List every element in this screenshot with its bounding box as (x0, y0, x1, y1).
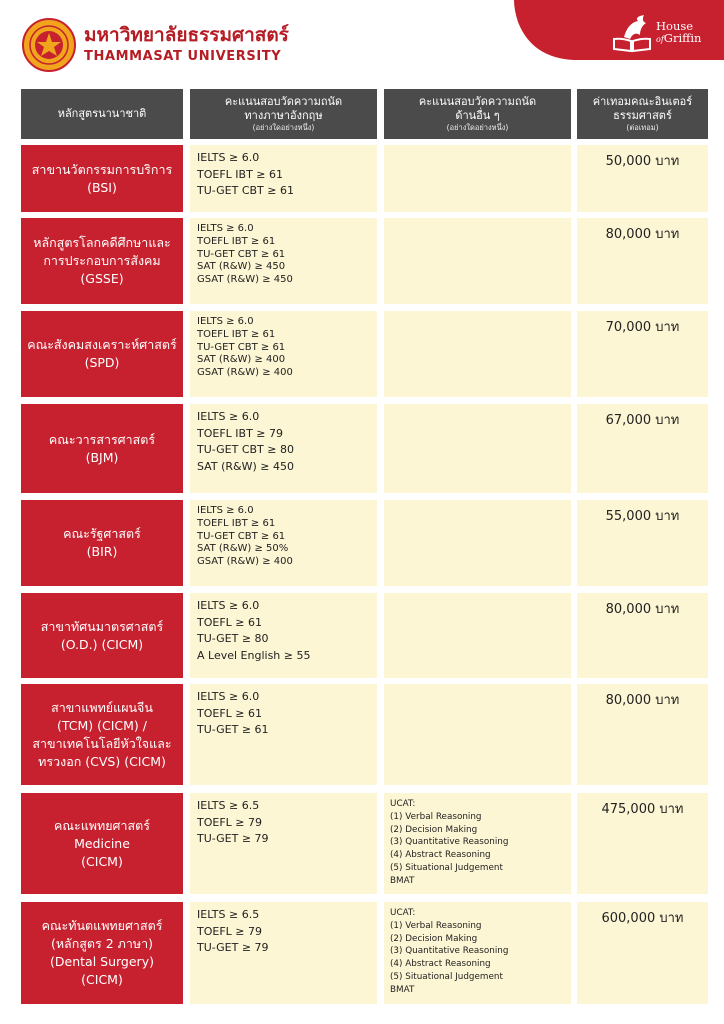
header-title: คะแนนสอบวัดความถนัด (418, 95, 537, 108)
header-other-test (384, 89, 571, 139)
english-cell-tcm-cvs (190, 684, 377, 785)
header-tuition (577, 89, 708, 139)
fee-cell-od (577, 593, 708, 678)
requirement-line: IELTS ≥ 6.0 (197, 505, 254, 516)
other-cell-dental (384, 902, 571, 1004)
requirement-line: TU-GET CBT ≥ 61 (197, 530, 286, 542)
requirement-line: IELTS ≥ 6.0 (197, 151, 260, 164)
requirement-line: IELTS ≥ 6.0 (197, 599, 260, 612)
requirement-line: TOEFL ≥ 79 (197, 924, 262, 938)
english-cell-bir (190, 500, 377, 586)
requirement-line: TU-GET ≥ 79 (197, 832, 269, 845)
program-cell-dental (21, 902, 183, 1004)
requirement-line: TOEFL ≥ 61 (197, 706, 262, 720)
english-cell-dental (190, 902, 377, 1004)
program-line: Medicine (74, 835, 130, 851)
program-line: คณะทันตแพทยศาสตร์ (41, 918, 163, 933)
program-cell-bjm (21, 404, 183, 493)
requirement-line: TU-GET CBT ≥ 80 (197, 443, 294, 456)
requirement-line: TU-GET ≥ 79 (197, 941, 269, 954)
other-cell-bsi (384, 145, 571, 212)
ucat-line: (3) Quantitative Reasoning (390, 837, 509, 848)
program-cell-spd (21, 311, 183, 397)
program-line: คณะสังคมสงเคราะห์ศาสตร์ (27, 337, 177, 352)
partner-line-2: Griffin (663, 31, 702, 45)
requirement-line: TOEFL ≥ 61 (197, 615, 262, 629)
program-line: (BIR) (86, 544, 118, 559)
english-cell-medicine (190, 793, 377, 894)
university-english-name: THAMMASAT UNIVERSITY (84, 49, 282, 64)
partner-line-of: of (656, 35, 664, 44)
program-line: หลักสูตรโลกคดีศึกษาและ (33, 235, 171, 250)
ucat-line: (2) Decision Making (390, 824, 478, 835)
requirement-line: TOEFL IBT ≥ 61 (197, 328, 276, 340)
program-line: สาขาทัศนมาตรศาสตร์ (40, 618, 164, 634)
requirement-line: SAT (R&W) ≥ 450 (197, 261, 286, 273)
requirement-line: IELTS ≥ 6.0 (197, 316, 254, 327)
program-line: (CICM) (81, 972, 123, 987)
ucat-line: (1) Verbal Reasoning (390, 811, 482, 822)
fee-cell-bjm (577, 404, 708, 493)
fee-value: 80,000 บาท (605, 693, 680, 708)
other-cell-medicine (384, 793, 571, 894)
header-title: หลักสูตรนานาชาติ (57, 107, 147, 120)
program-line: (CICM) (81, 853, 123, 869)
header-note: (ต่อเทอม) (626, 123, 659, 132)
program-line: ทรวงอก (CVS) (CICM) (38, 753, 166, 769)
fee-cell-dental (577, 902, 708, 1004)
fee-value: 70,000 บาท (605, 320, 680, 335)
header-note: (อย่างใดอย่างหนึ่ง) (446, 123, 509, 132)
requirement-line: TOEFL IBT ≥ 61 (197, 167, 283, 181)
fee-value: 600,000 บาท (601, 911, 684, 926)
thammasat-seal-icon (22, 18, 76, 72)
program-cell-gsse (21, 218, 183, 304)
house-of-griffin-logo (610, 12, 710, 54)
ucat-line: (5) Situational Judgement (390, 971, 503, 982)
program-line: สาขานวัตกรรมการบริการ (31, 161, 173, 177)
program-line: (GSSE) (80, 271, 124, 286)
fee-value: 475,000 บาท (601, 802, 684, 817)
english-cell-bjm (190, 404, 377, 493)
requirement-line: GSAT (R&W) ≥ 400 (197, 367, 293, 379)
requirement-line: IELTS ≥ 6.0 (197, 223, 254, 234)
ucat-line: (1) Verbal Reasoning (390, 920, 482, 931)
university-thai-name: มหาวิทยาลัยธรรมศาสตร์ (84, 24, 289, 46)
header-title-2: ด้านอื่น ๆ (455, 109, 500, 122)
ucat-line: (4) Abstract Reasoning (390, 959, 491, 970)
fee-cell-tcm-cvs (577, 684, 708, 785)
header-title-2: ทางภาษาอังกฤษ (244, 109, 323, 122)
english-cell-bsi (190, 145, 377, 212)
header-note: (อย่างใดอย่างหนึ่ง) (252, 123, 315, 132)
fee-value: 67,000 บาท (605, 413, 680, 428)
requirement-line: TOEFL IBT ≥ 79 (197, 426, 283, 440)
requirement-line: IELTS ≥ 6.5 (197, 799, 260, 812)
header-title: ค่าเทอมคณะอินเตอร์ (592, 95, 693, 108)
program-line: คณะรัฐศาสตร์ (63, 526, 141, 541)
requirement-line: TOEFL IBT ≥ 61 (197, 235, 276, 247)
requirement-line: TU-GET ≥ 61 (197, 723, 269, 736)
program-cell-tcm-cvs (21, 684, 183, 785)
program-line: สาขาเทคโนโลยีหัวใจและ (32, 735, 172, 751)
requirement-line: IELTS ≥ 6.0 (197, 690, 260, 703)
requirement-line: A Level English ≥ 55 (197, 648, 311, 662)
requirement-line: TU-GET CBT ≥ 61 (197, 184, 294, 197)
program-line: (TCM) (CICM) / (56, 717, 147, 733)
requirement-line: TU-GET CBT ≥ 61 (197, 248, 286, 260)
program-line: (Dental Surgery) (50, 954, 154, 969)
program-line: สาขาแพทย์แผนจีน (51, 699, 153, 715)
header-program (21, 89, 183, 139)
header-title: คะแนนสอบวัดความถนัด (224, 95, 343, 108)
fee-cell-bsi (577, 145, 708, 212)
header-english-test (190, 89, 377, 139)
other-cell-spd (384, 311, 571, 397)
other-cell-bjm (384, 404, 571, 493)
fee-value: 80,000 บาท (605, 227, 680, 242)
english-cell-gsse (190, 218, 377, 304)
program-cell-bsi (21, 145, 183, 212)
other-cell-bir (384, 500, 571, 586)
ucat-line: BMAT (390, 875, 415, 886)
ucat-line: (4) Abstract Reasoning (390, 850, 491, 861)
requirement-line: GSAT (R&W) ≥ 400 (197, 556, 293, 568)
requirement-line: TOEFL IBT ≥ 61 (197, 517, 276, 529)
ucat-line: BMAT (390, 984, 415, 995)
requirement-line: SAT (R&W) ≥ 450 (197, 459, 294, 473)
requirement-line: IELTS ≥ 6.5 (197, 908, 260, 921)
ucat-line: (2) Decision Making (390, 933, 478, 944)
program-line: การประกอบการสังคม (43, 253, 161, 268)
fee-cell-medicine (577, 793, 708, 894)
program-line: (BSI) (87, 179, 117, 195)
university-header (22, 14, 289, 76)
requirement-line: TU-GET CBT ≥ 61 (197, 341, 286, 353)
partner-line-1: House (656, 19, 694, 33)
griffin-book-icon (610, 13, 654, 53)
program-line: (O.D.) (CICM) (60, 636, 144, 652)
fee-value: 50,000 บาท (605, 154, 680, 169)
requirement-line: GSAT (R&W) ≥ 450 (197, 274, 293, 286)
fee-cell-spd (577, 311, 708, 397)
fee-cell-bir (577, 500, 708, 586)
ucat-line: UCAT: (390, 799, 416, 809)
fee-cell-gsse (577, 218, 708, 304)
other-cell-tcm-cvs (384, 684, 571, 785)
program-cell-medicine (21, 793, 183, 894)
fee-value: 55,000 บาท (605, 509, 680, 524)
english-cell-spd (190, 311, 377, 397)
ucat-line: (5) Situational Judgement (390, 862, 503, 873)
header-title-2: ธรรมศาสตร์ (613, 109, 672, 122)
requirement-line: TU-GET ≥ 80 (197, 632, 269, 645)
program-cell-bir (21, 500, 183, 586)
program-line: (BJM) (85, 449, 119, 465)
other-cell-od (384, 593, 571, 678)
english-cell-od (190, 593, 377, 678)
program-line: (หลักสูตร 2 ภาษา) (50, 936, 154, 951)
requirement-line: TOEFL ≥ 79 (197, 815, 262, 829)
other-cell-gsse (384, 218, 571, 304)
ucat-line: UCAT: (390, 908, 416, 918)
program-line: คณะแพทยศาสตร์ (54, 817, 150, 833)
program-line: (SPD) (84, 355, 120, 370)
ucat-line: (3) Quantitative Reasoning (390, 946, 509, 957)
requirement-line: IELTS ≥ 6.0 (197, 410, 260, 423)
requirement-line: SAT (R&W) ≥ 50% (197, 543, 289, 555)
requirement-line: SAT (R&W) ≥ 400 (197, 354, 286, 366)
fee-value: 80,000 บาท (605, 602, 680, 617)
program-line: คณะวารสารศาสตร์ (48, 431, 156, 447)
program-cell-od (21, 593, 183, 678)
